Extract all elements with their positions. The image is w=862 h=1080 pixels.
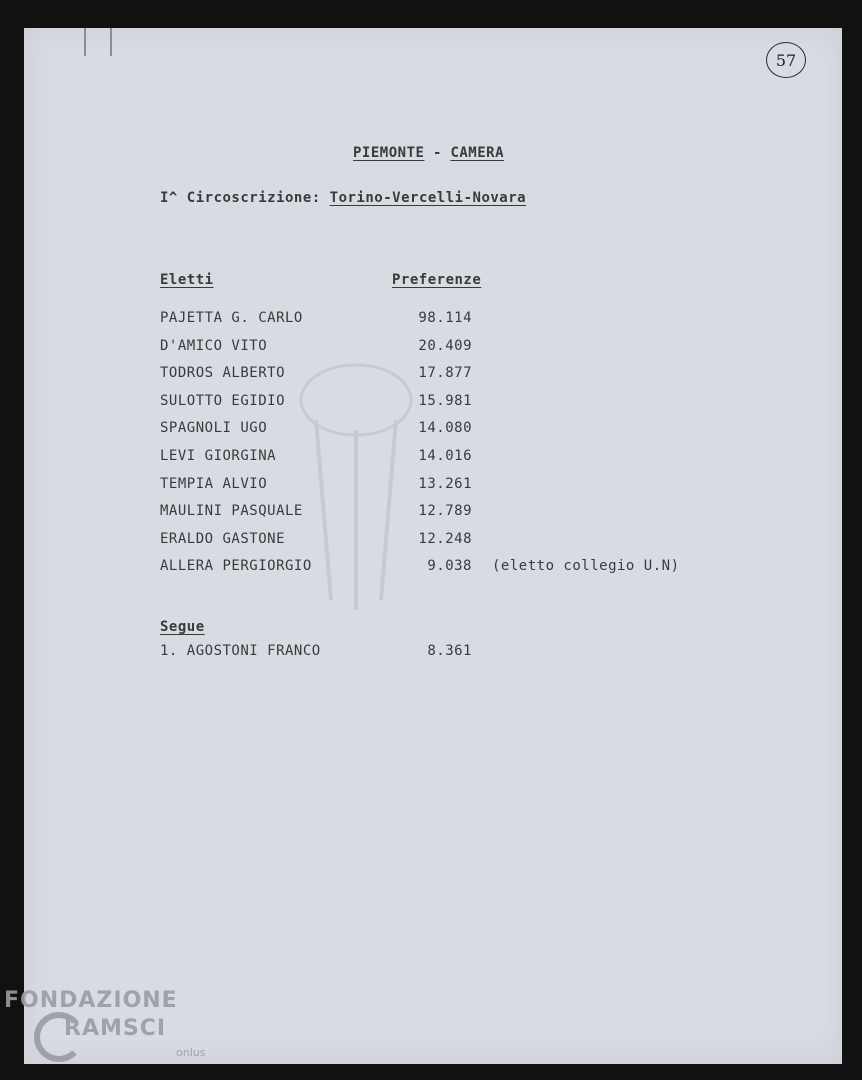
candidate-name: TODROS ALBERTO bbox=[160, 365, 286, 382]
title-chamber: CAMERA bbox=[450, 145, 505, 161]
candidate-name: MAULINI PASQUALE bbox=[160, 503, 303, 520]
candidate-name: SULOTTO EGIDIO bbox=[160, 392, 286, 409]
candidate-name: ERALDO GASTONE bbox=[160, 530, 286, 547]
candidate-name: 1. AGOSTONI FRANCO bbox=[160, 643, 321, 659]
candidate-name: SPAGNOLI UGO bbox=[160, 420, 268, 437]
logo-line-1: FONDAZIONE bbox=[4, 988, 178, 1013]
candidate-name: TEMPIA ALVIO bbox=[160, 475, 268, 492]
column-header-preferences: Preferenze bbox=[392, 272, 482, 288]
staple-mark bbox=[84, 28, 86, 56]
candidate-votes: 14.016 bbox=[418, 448, 472, 464]
page-number: 57 bbox=[766, 42, 806, 78]
title-separator: - bbox=[432, 145, 442, 161]
candidate-name: D'AMICO VITO bbox=[160, 337, 268, 354]
candidate-votes: 20.409 bbox=[418, 337, 472, 354]
circoscrizione-label: I^ Circoscrizione: bbox=[160, 190, 321, 206]
logo-line-3: onlus bbox=[176, 1046, 206, 1059]
logo-line-2: RAMSCI bbox=[64, 1016, 167, 1041]
circoscrizione-line bbox=[160, 190, 526, 206]
table-row bbox=[0, 558, 818, 578]
segue-header: Segue bbox=[160, 619, 205, 635]
candidate-votes: 15.981 bbox=[418, 392, 472, 409]
candidate-votes: 12.789 bbox=[418, 503, 472, 520]
candidate-votes: 13.261 bbox=[418, 475, 472, 492]
table-row bbox=[0, 420, 818, 440]
table-row bbox=[0, 476, 818, 496]
candidate-name: ALLERA PERGIORGIO bbox=[160, 558, 312, 575]
table-row bbox=[0, 448, 818, 468]
table-row bbox=[0, 643, 818, 663]
page-title bbox=[353, 145, 504, 161]
table-row bbox=[0, 393, 818, 413]
staple-mark bbox=[110, 28, 112, 56]
table-row bbox=[0, 531, 818, 551]
column-header-elected: Eletti bbox=[160, 272, 214, 288]
title-region: PIEMONTE bbox=[353, 145, 425, 161]
candidate-votes: 98.114 bbox=[418, 310, 472, 326]
candidate-name: PAJETTA G. CARLO bbox=[160, 310, 303, 326]
fondazione-gramsci-logo bbox=[4, 988, 206, 1059]
table-row bbox=[0, 503, 818, 523]
candidate-votes: 9.038 bbox=[427, 558, 472, 575]
candidate-name: LEVI GIORGINA bbox=[160, 448, 277, 464]
candidate-votes: 8.361 bbox=[427, 643, 472, 659]
candidate-note: (eletto collegio U.N) bbox=[492, 558, 680, 575]
circoscrizione-name: Torino-Vercelli-Novara bbox=[329, 190, 527, 206]
candidate-votes: 17.877 bbox=[418, 365, 472, 382]
candidate-votes: 12.248 bbox=[418, 530, 472, 547]
candidate-votes: 14.080 bbox=[418, 420, 472, 437]
table-row bbox=[0, 310, 818, 330]
table-row bbox=[0, 365, 818, 385]
table-row bbox=[0, 338, 818, 358]
